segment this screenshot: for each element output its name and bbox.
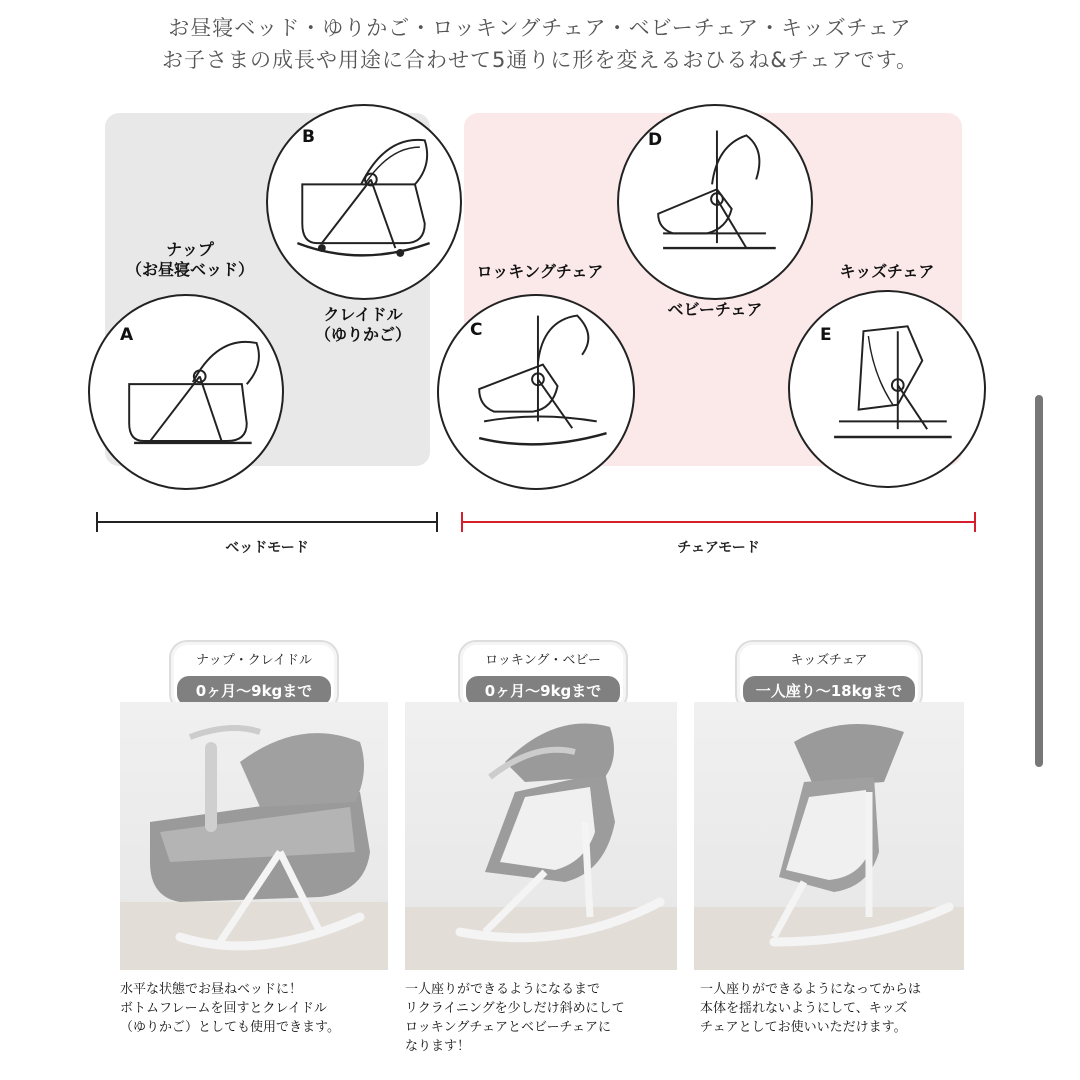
mode-b-circle [266, 104, 462, 300]
header-line-2: お子さまの成長や用途に合わせて5通りに形を変えるおひるね&チェアです。 [161, 48, 919, 72]
mode-b-letter: B [302, 127, 315, 147]
photo-nap-cradle [120, 702, 388, 970]
bed-mode-bracket-right [436, 512, 438, 532]
mode-d-letter: D [648, 130, 663, 150]
caption-rocking-baby: 一人座りができるようになるまで リクライニングを少しだけ斜めにして ロッキングチェアとベビーチェアに なります！ [405, 982, 625, 1054]
badge-nap-cradle-title: ナップ・クレイドル [195, 653, 313, 668]
nap-bed-illustration [90, 296, 282, 488]
mode-a-circle [88, 294, 284, 490]
caption-nap-cradle: 水平な状態でお昼ねベッドに！ ボトムフレームを回すとクレイドル （ゆりかご）としても使用できます。 [120, 982, 340, 1035]
mode-c-letter: C [470, 320, 483, 340]
mode-d-circle [617, 104, 813, 300]
cradle-illustration [268, 106, 460, 298]
kids-chair-illustration [790, 292, 984, 486]
nap-label-line2: （お昼寝ベッド） [125, 260, 254, 279]
photo-kids-chair [694, 702, 964, 970]
nap-label-line1: ナップ [166, 240, 214, 259]
chair-mode-bracket-line [461, 521, 976, 523]
bed-mode-bracket-left [96, 512, 98, 532]
badge-rocking-baby-range: 0ヶ月～9kgまで [466, 676, 620, 706]
badge-rocking-baby-title: ロッキング・ベビー [485, 653, 601, 668]
rocking-chair-illustration [439, 296, 633, 488]
chair-mode-label: チェアモード [677, 540, 760, 556]
cradle-label-line1: クレイドル [323, 305, 403, 324]
mode-e-circle [788, 290, 986, 488]
photo-rocking-baby [405, 702, 677, 970]
bed-mode-label: ベッドモード [225, 540, 309, 556]
badge-kids-title: キッズチェア [790, 653, 868, 668]
chair-mode-bracket-right [974, 512, 976, 532]
caption-kids-chair: 一人座りができるようになってからは 本体を揺れないようにして、キッズ チェアとしてお使いいただけます。 [700, 982, 922, 1035]
mode-c-circle [437, 294, 635, 490]
kids-chair-label: キッズチェア [839, 262, 935, 281]
mode-a-letter: A [120, 325, 134, 345]
rocking-chair-label: ロッキングチェア [476, 262, 604, 281]
baby-chair-label: ベビーチェア [667, 300, 763, 319]
bed-mode-bracket-line [96, 521, 438, 523]
header-line-1: お昼寝ベッド・ゆりかご・ロッキングチェア・ベビーチェア・キッズチェア [168, 16, 912, 40]
badge-nap-cradle-range: 0ヶ月～9kgまで [177, 676, 331, 706]
cradle-label [298, 305, 428, 345]
mode-e-letter: E [820, 325, 832, 345]
vertical-scrollbar[interactable] [1035, 395, 1043, 767]
cradle-label-line2: （ゆりかご） [314, 325, 411, 344]
badge-kids-range: 一人座り～18kgまで [743, 676, 915, 706]
chair-mode-bracket-left [461, 512, 463, 532]
nap-label [110, 240, 270, 280]
